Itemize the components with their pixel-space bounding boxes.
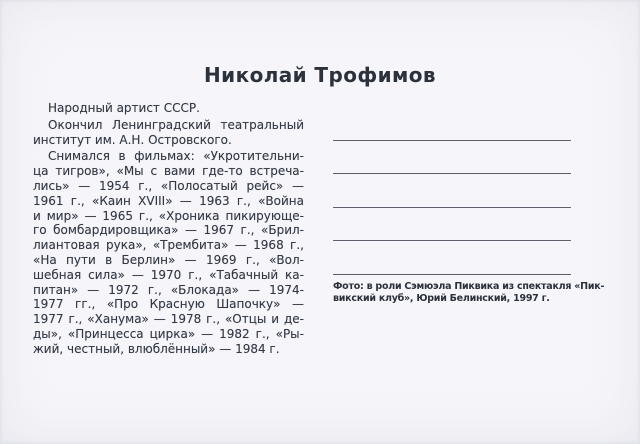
bio-text [33, 101, 304, 357]
bio-paragraph [33, 149, 304, 356]
bio-line: 1977 гг., «Про Красную Шапочку» — [33, 297, 304, 312]
address-ruled-area [333, 0, 571, 444]
bio-line: «На пути в Берлин» — 1969 г., «Вол- [33, 252, 304, 267]
address-rule-line [333, 274, 571, 275]
bio-line: го бомбардировщика» — 1967 г., «Брил- [33, 223, 304, 238]
bio-line: и мир» — 1965 г., «Хроника пикирующе- [33, 208, 304, 223]
photo-caption [333, 281, 605, 305]
bio-line: шебная сила» — 1970 г., «Табачный ка- [33, 267, 304, 282]
address-rule-line [333, 140, 571, 141]
bio-line: институт им. А.Н. Островского. [33, 132, 232, 147]
photo-caption-line: Фото: в роли Сэмюэла Пиквика из спектакля «Пик- [333, 281, 605, 292]
bio-paragraph [33, 118, 304, 148]
address-rule-line [333, 240, 571, 241]
address-rule-line [333, 173, 571, 174]
bio-line: 1961 г., «Каин XVIII» — 1963 г., «Война [33, 193, 304, 208]
bio-line: Снимался в фильмах: «Укротительни- [48, 149, 304, 164]
bio-line: ды», «Принцесса цирка» — 1982 г., «Ры- [33, 326, 304, 341]
bio-line: лись» — 1954 г., «Полосатый рейс» — [33, 178, 304, 193]
page-title: Николай Трофимов [204, 63, 436, 87]
bio-line: лиантовая рука», «Трембита» — 1968 г., [33, 238, 304, 253]
bio-line: Народный артист СССР. [48, 101, 200, 115]
bio-paragraph [33, 101, 304, 116]
bio-line: 1977 г., «Ханума» — 1978 г., «Отцы и де- [33, 312, 304, 327]
address-rule-line [333, 207, 571, 208]
bio-line: Окончил Ленинградский театральный [48, 117, 304, 132]
bio-line: ца тигров», «Мы с вами где-то встреча- [33, 164, 304, 179]
bio-line: питан» — 1972 г., «Блокада» — 1974- [33, 282, 304, 297]
photo-caption-line: викский клуб», Юрий Белинский, 1997 г. [333, 293, 550, 305]
bio-line: жий, честный, влюблённый» — 1984 г. [33, 341, 280, 356]
